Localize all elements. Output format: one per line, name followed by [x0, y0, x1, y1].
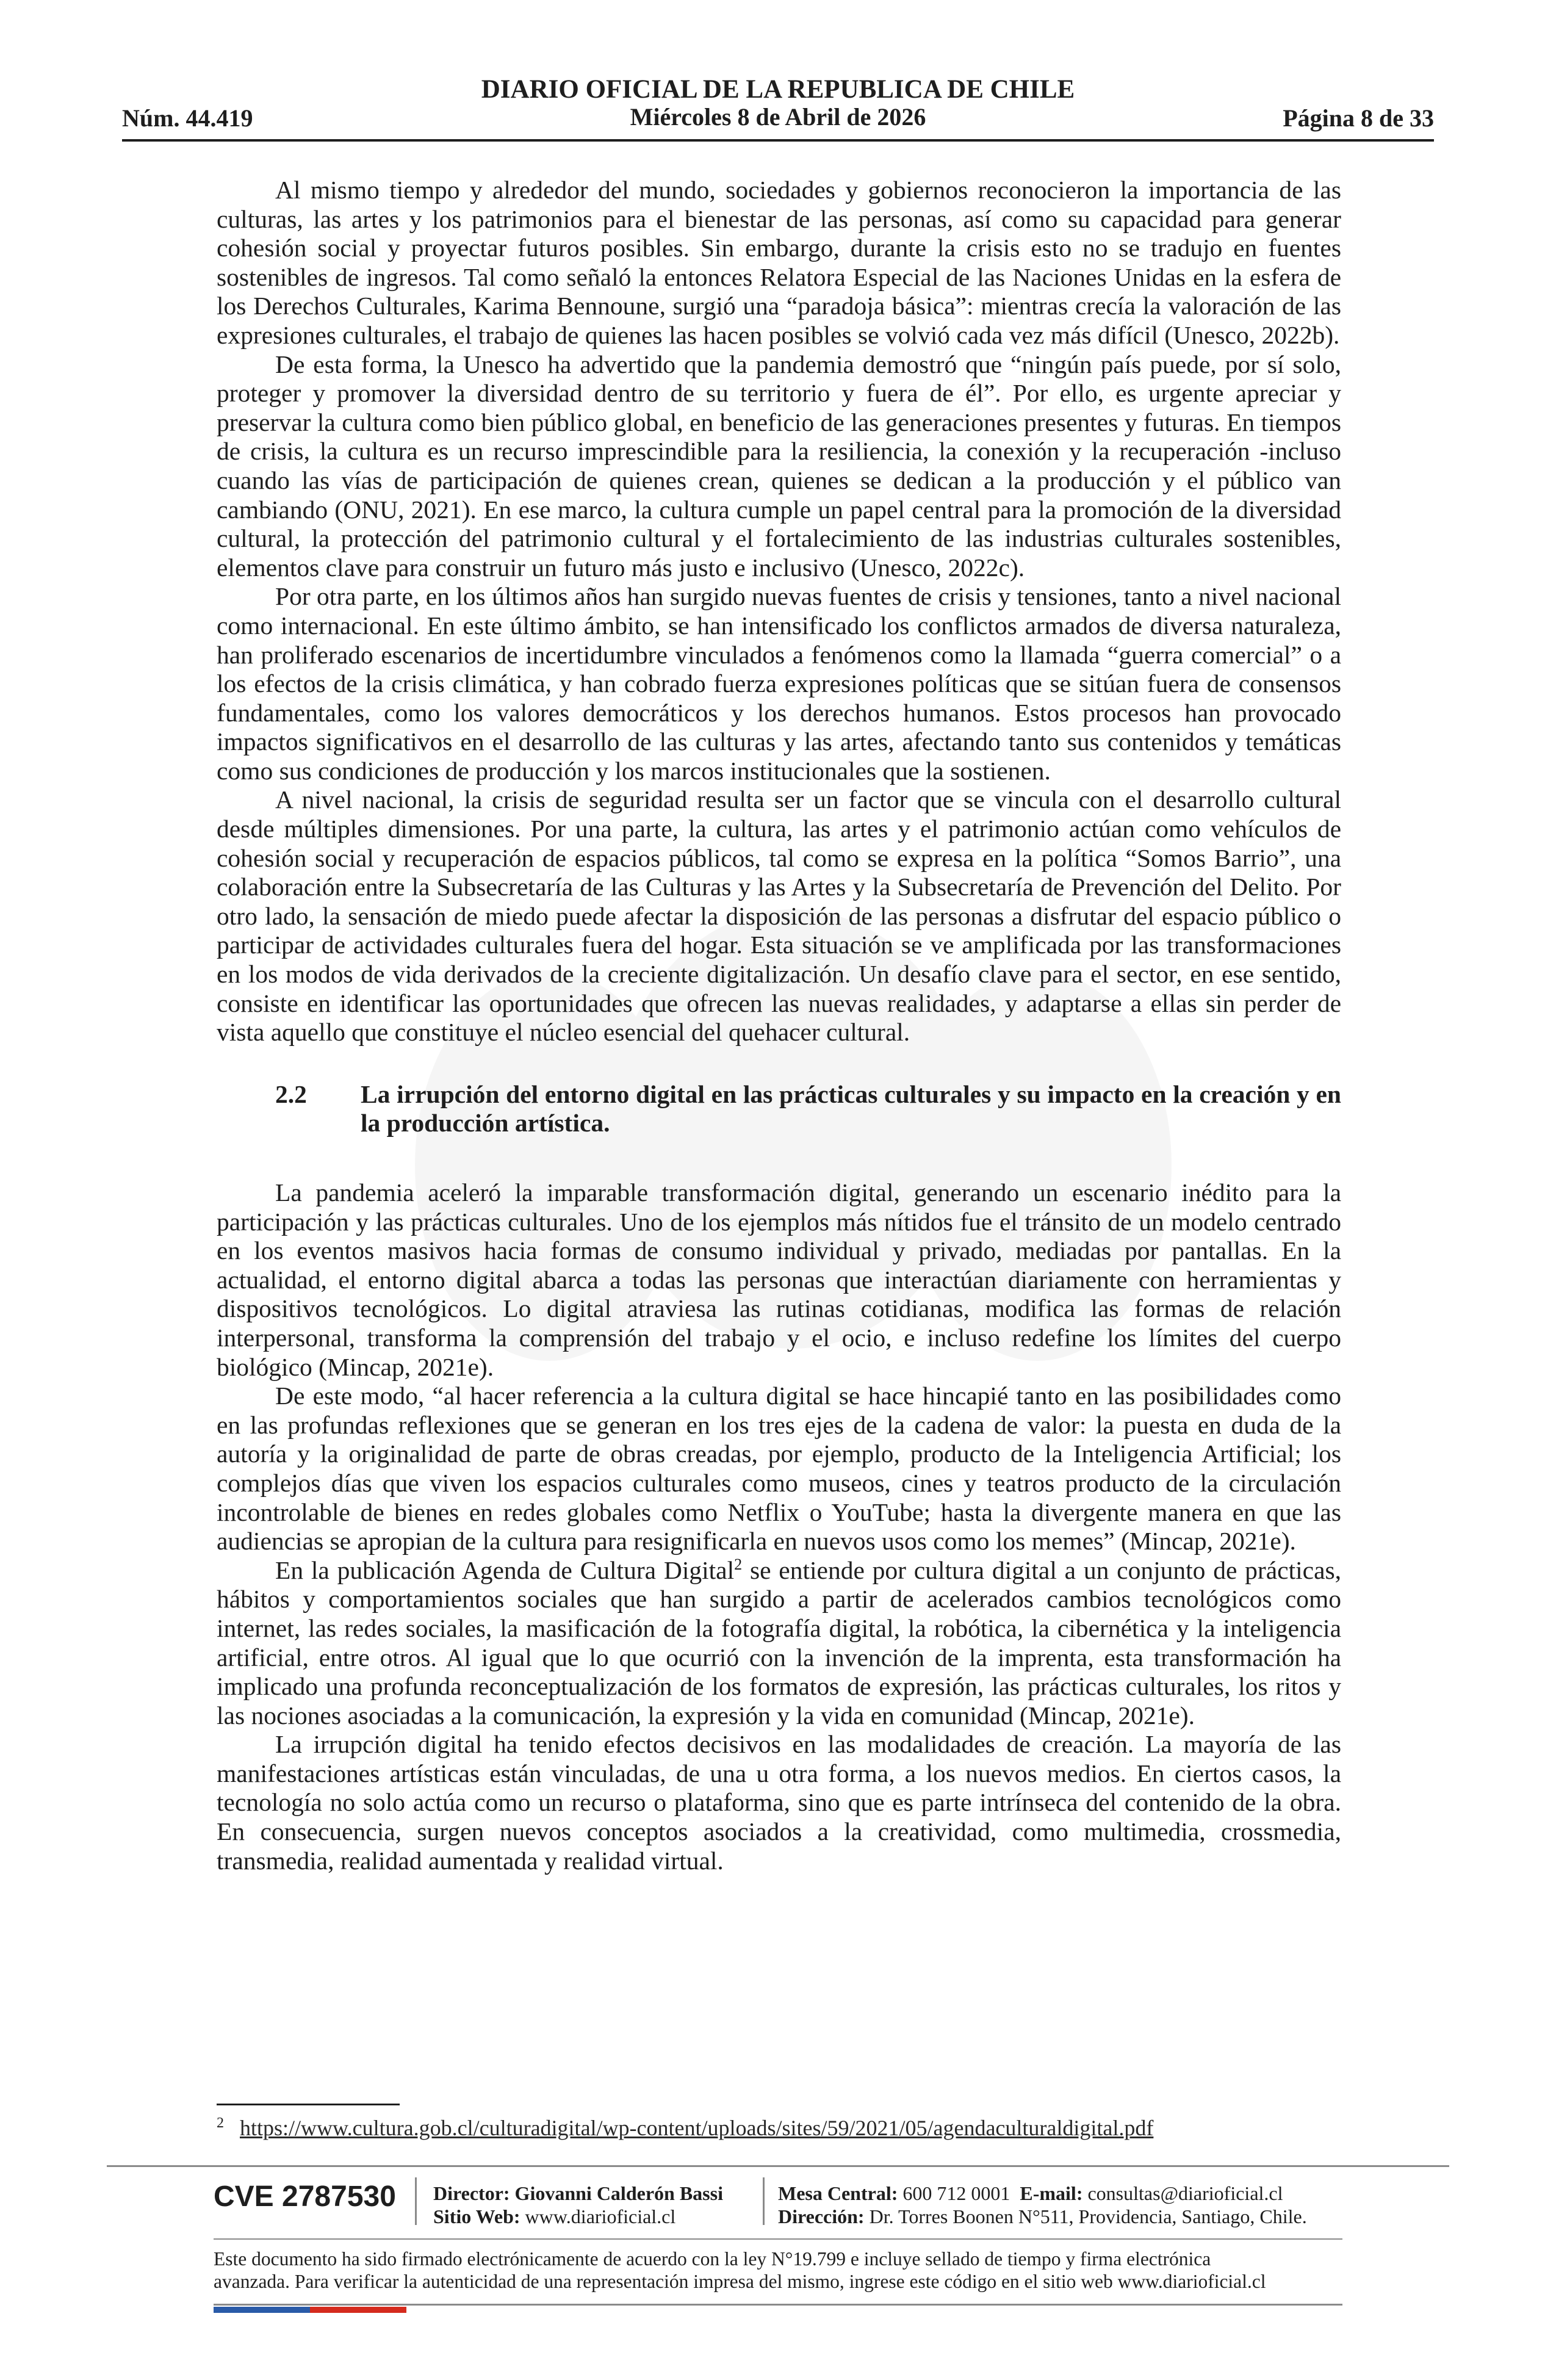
signature-notice: [214, 2248, 1266, 2293]
flag-red-bar: [310, 2307, 406, 2313]
issue-date: Miércoles 8 de Abril de 2026: [630, 103, 926, 131]
footer-contact-block: [778, 2182, 1307, 2228]
footer-divider-top: [107, 2165, 1449, 2167]
paragraph-agenda: [217, 1556, 1341, 1731]
signature-notice-line: avanzada. Para verificar la autenticidad de una representación impresa del mismo, ingrese este código en el sitio web www.diarioficial.cl: [214, 2271, 1266, 2292]
footer-divider-bottom: [214, 2304, 1342, 2306]
phone-label: Mesa Central:: [778, 2182, 898, 2204]
signature-notice-line: Este documento ha sido firmado electrónicamente de acuerdo con la ley N°19.799 e incluye sellado de tiempo y firma electrónica: [214, 2248, 1211, 2270]
email-link[interactable]: consultas@diarioficial.cl: [1087, 2182, 1283, 2204]
flag-blue-bar: [214, 2307, 310, 2313]
footer-separator: [415, 2177, 417, 2225]
section-number: 2.2: [275, 1080, 307, 1108]
article-body: [217, 176, 1341, 1875]
director-name: Giovanni Calderón Bassi: [514, 2182, 723, 2204]
section-heading: [217, 1080, 1341, 1138]
footnote-divider: [217, 2104, 400, 2105]
footer-divider-middle: [214, 2238, 1342, 2240]
paragraph: La irrupción digital ha tenido efectos decisivos en las modalidades de creación. La mayoría de las manifestaciones artísticas están vinculadas, de una u otra forma, a los nuevos medios. En ciertos casos, la tecnología no solo actúa como un recurso o plataforma, sino que es parte intrínseca del contenido de la obra. En consecuencia, surgen nuevos conceptos asociados a la creatividad, como multimedia, crossmedia, transmedia, realidad aumentada y realidad virtual.: [217, 1730, 1341, 1875]
paragraph: Al mismo tiempo y alrededor del mundo, sociedades y gobiernos reconocieron la importancia de las culturas, las artes y los patrimonios para el bienestar de las personas, así como su capacidad para generar cohesión social y proyectar futuros posibles. Sin embargo, durante la crisis esto no se tradujo en fuentes sostenibles de ingresos. Tal como señaló la entonces Relatora Especial de las Naciones Unidas en la esfera de los Derechos Culturales, Karima Bennoune, surgió una “paradoja básica”: mientras crecía la valoración de las expresiones culturales, el trabajo de quienes las hacen posibles se volvió cada vez más difícil (Unesco, 2022b).: [217, 176, 1341, 349]
paragraph: De este modo, “al hacer referencia a la cultura digital se hace hincapié tanto en las posibilidades como en las profundas reflexiones que se generan en los tres ejes de la cadena de valor: la puesta en duda de la autoría y la originalidad de parte de obras creadas, por ejemplo, producto de la Inteligencia Artificial; los complejos días que viven los espacios culturales como museos, cines y teatros producto de la circulación incontrolable de bienes en redes globales como Netflix o YouTube; hasta la divergente manera en que las audiencias se apropian de la cultura para resignificarla en nuevos usos como los memes” (Mincap, 2021e).: [217, 1382, 1341, 1556]
address-text: Dr. Torres Boonen N°511, Providencia, Santiago, Chile.: [869, 2205, 1307, 2227]
paragraph: De esta forma, la Unesco ha advertido que la pandemia demostró que “ningún país puede, por sí solo, proteger y promover la diversidad dentro de su territorio y fuera de él”. Por ello, es urgente apreciar y preservar la cultura como bien público global, en beneficio de las generaciones presentes y futuras. En tiempos de crisis, la cultura es un recurso imprescindible para la resiliencia, la conexión y la recuperación -incluso cuando las vías de participación de quienes crean, quienes se dedican a la producción y el público van cambiando (ONU, 2021). En ese marco, la cultura cumple un papel central para la promoción de la diversidad cultural, la protección del patrimonio cultural y el fortalecimiento de las industrias culturales sostenibles, elementos clave para construir un futuro más justo e inclusivo (Unesco, 2022c).: [217, 350, 1341, 582]
director-label: Director:: [433, 2182, 510, 2204]
paragraph: A nivel nacional, la crisis de seguridad resulta ser un factor que se vincula con el desarrollo cultural desde múltiples dimensiones. Por una parte, la cultura, las artes y el patrimonio actúan como vehículos de cohesión social y recuperación de espacios públicos, tal como se expresa en la política “Somos Barrio”, una colaboración entre la Subsecretaría de las Culturas y las Artes y la Subsecretaría de Prevención del Delito. Por otro lado, la sensación de miedo puede afectar la disposición de las personas a disfrutar del espacio público o participar de actividades culturales fuera del hogar. Esta situación se ve amplificada por las transformaciones en los modos de vida derivados de la creciente digitalización. Un desafío clave para el sector, en ese sentido, consiste en identificar las oportunidades que ofrecen las nuevas realidades, y adaptarse a ellas sin perder de vista aquello que constituye el núcleo esencial del quehacer cultural.: [217, 785, 1341, 1047]
paragraph: La pandemia aceleró la imparable transformación digital, generando un escenario inédito para la participación y las prácticas culturales. Uno de los ejemplos más nítidos fue el tránsito de un modelo centrado en los eventos masivos hacia formas de consumo individual y privado, mediadas por pantallas. En la actualidad, el entorno digital abarca a todas las personas que interactúan diariamente con herramientas y dispositivos tecnológicos. Lo digital atraviesa las rutinas cotidianas, modifica las formas de relación interpersonal, transforma la comprensión del trabajo y el ocio, e incluso redefine los límites del cuerpo biológico (Mincap, 2021e).: [217, 1178, 1341, 1381]
newspaper-title: DIARIO OFICIAL DE LA REPUBLICA DE CHILE: [481, 75, 1075, 104]
page-header: [0, 0, 1556, 146]
email-label: E-mail:: [1020, 2182, 1083, 2204]
footnote-reference[interactable]: 2: [734, 1555, 743, 1573]
footnote: [217, 2110, 1153, 2141]
page-number: Página 8 de 33: [1283, 104, 1434, 132]
paragraph: Por otra parte, en los últimos años han surgido nuevas fuentes de crisis y tensiones, tanto a nivel nacional como internacional. En este último ámbito, se han intensificado los conflictos armados de diversa naturaleza, han proliferado escenarios de incertidumbre vinculados a fenómenos como la llamada “guerra comercial” o a los efectos de la crisis climática, y han cobrado fuerza expresiones políticas que se sitúan fuera de consensos fundamentales, como los valores democráticos y los derechos humanos. Estos procesos han provocado impactos significativos en el desarrollo de las culturas y las artes, afectando tanto sus contenidos y temáticas como sus condiciones de producción y los marcos institucionales que la sostienen.: [217, 582, 1341, 785]
cve-code: CVE 2787530: [214, 2180, 396, 2213]
agenda-text-start: En la publicación Agenda de Cultura Digital: [275, 1556, 735, 1584]
footnote-link[interactable]: https://www.cultura.gob.cl/culturadigital/wp-content/uploads/sites/59/2021/05/agendaculturaldigital.pdf: [240, 2116, 1154, 2140]
website-link[interactable]: www.diarioficial.cl: [525, 2205, 676, 2227]
address-label: Dirección:: [778, 2205, 865, 2227]
website-label: Sitio Web:: [433, 2205, 520, 2227]
issue-number: Núm. 44.419: [122, 104, 253, 132]
phone-number: 600 712 0001: [902, 2182, 1010, 2204]
section-title: La irrupción del entorno digital en las prácticas culturales y su impacto en la creación y en la producción artística.: [361, 1080, 1341, 1138]
header-divider: [122, 139, 1434, 142]
footer-separator: [763, 2177, 765, 2225]
footnote-mark: 2: [217, 2115, 224, 2131]
footer-director-block: [433, 2182, 723, 2228]
agenda-text-rest: se entiende por cultura digital a un conjunto de prácticas, hábitos y comportamientos sociales que han surgido a partir de acelerados cambios tecnológicos como internet, las redes sociales, la masificación de la fotografía digital, la robótica, la cibernética y la inteligencia artificial, entre otros. Al igual que lo que ocurrió con la invención de la imprenta, esta transformación ha implicado una profunda reconceptualización de los formatos de expresión, las prácticas culturales, los ritos y las nociones asociadas a la comunicación, la expresión y la vida en comunidad (Mincap, 2021e).: [217, 1556, 1342, 1729]
flag-stripe: [214, 2307, 406, 2313]
